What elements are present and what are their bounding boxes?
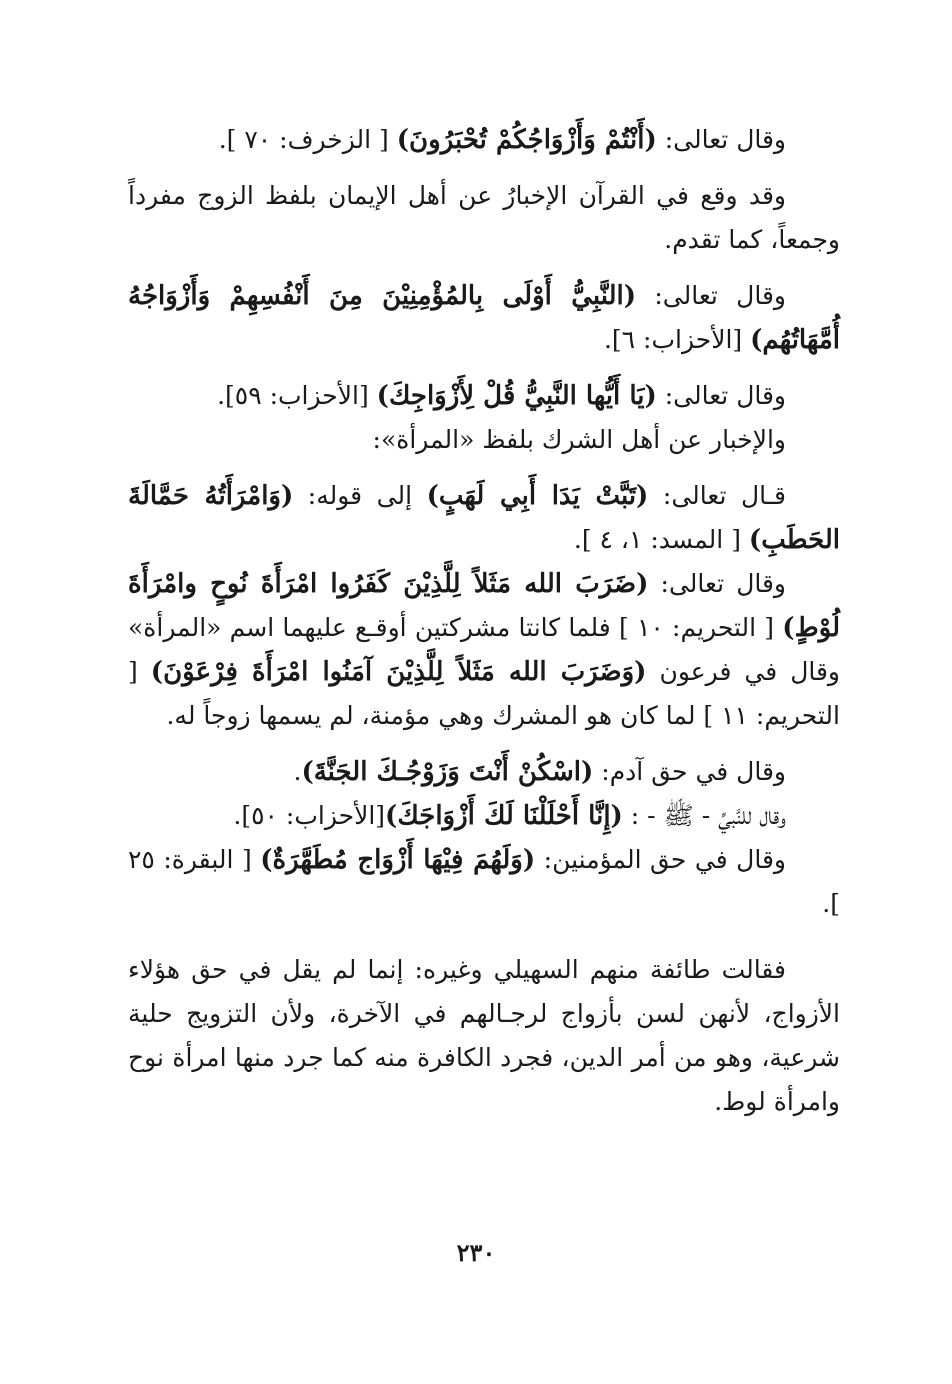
text-run: قـال تعالى: <box>648 481 786 510</box>
text-run: وقد وقع في القرآن الإخبارُ عن أهل الإيمان بلفظ الزوج مفرداً وجمعاً، كما تقدم. <box>128 181 840 254</box>
text-run: [الأحزاب: ٥٩]. <box>217 381 377 410</box>
text-run: وقال في حق المؤمنين: <box>535 845 786 874</box>
quran-quote: (اسْكُنْ أَنْتَ وَزَوْجُـكَ الجَنَّةَ) <box>301 757 594 787</box>
text-run: إلى قوله: <box>293 481 427 510</box>
paragraph-2 <box>128 174 840 262</box>
paragraph-3 <box>128 274 840 362</box>
text-run: وقال تعالى: <box>656 381 786 410</box>
paragraph-11 <box>128 948 840 1124</box>
quran-quote: (النَّبِيُّ أَوْلَى بِالمُؤْمِنِيْنَ مِنَ أَنْفُسِهِمْ وَأَزْوَاجُهُ أُمَّهَاتُهُم) <box>128 281 840 355</box>
page-body <box>128 118 840 1124</box>
text-run: وقال تعالى: <box>636 281 786 310</box>
quran-quote: (وَلَهُمَ فِيْهَا أَزْوَاج مُطَهَّرَةٌ) <box>260 845 536 875</box>
quran-quote: (ضَرَبَ الله مَثَلاً لِلَّذِيْنَ كَفَرُوا امْرَأَةَ نُوحٍ وامْرَأَةَ لُوْطٍ) <box>128 569 840 643</box>
paragraph-7 <box>128 562 840 738</box>
paragraph-8 <box>128 750 840 794</box>
paragraph-1 <box>128 118 840 162</box>
text-run: [ الزخرف: ٧٠ ]. <box>218 125 397 154</box>
page-number: ٢٣٠ <box>456 1238 496 1267</box>
text-run: فقالت طائفة منهم السهيلي وغيره: إنما لم يقل في حق هؤلاء الأزواج، لأنهن لسن بأزواج لرجـالهم في الآخرة، ولأن التزويج حلية شرعية، وهو من أمر الدين، فجرد الكافرة منه كما جرد منها امرأة نوح وامرأة لوط. <box>128 955 840 1116</box>
quran-quote: (يَا أَيُّها النَّبِيُّ قُلْ لِأَزْوَاجِكَ) <box>376 381 657 411</box>
text-run: والإخبار عن أهل الشرك بلفظ «المرأة»: <box>372 425 786 454</box>
text-run: وقال تعالى: <box>656 125 786 154</box>
text-run: وقال للنَّبيِّ - ﷺ - : <box>622 801 786 830</box>
quran-quote: (أَنْتُمْ وَأَزْوَاجُكُمْ تُحْبَرُونَ) <box>396 125 657 155</box>
quran-quote: (وَامْرَأَتُهُ حَمَّالَةَ الحَطَبِ) <box>128 481 840 555</box>
paragraph-4 <box>128 374 840 418</box>
text-run: [ التحريم: ١٠ ] فلما كانتا مشركتين أوقـع عليهما اسم «المرأة» وقال في فرعون <box>128 613 841 686</box>
quran-quote: (وَضَرَبَ الله مَثَلاً لِلَّذِيْنَ آمَنُوا امْرَأَةَ فِرْعَوْنَ) <box>150 657 647 687</box>
text-run: وقال في حق آدم: <box>593 757 786 786</box>
text-run: وقال تعالى: <box>648 569 786 598</box>
paragraph-6 <box>128 474 840 562</box>
quran-quote: (إِنَّا أَحْلَلْنَا لَكَ أَزْوَاجَكَ) <box>385 801 623 831</box>
paragraph-10 <box>128 838 840 926</box>
quran-quote: (تَبَّتْ يَدَا أَبِي لَهَبٍ) <box>426 481 649 511</box>
text-run: [ التحريم: ١١ ] لما كان هو المشرك وهي مؤمنة، لم يسمها زوجاً له. <box>128 657 840 730</box>
paragraph-5 <box>128 418 840 462</box>
text-run: . <box>293 757 302 786</box>
text-run: [الأحزاب: ٦]. <box>603 325 751 354</box>
paragraph-9 <box>128 794 840 838</box>
text-run: [الأحزاب: ٥٠]. <box>233 801 386 830</box>
text-run: [ المسد: ١، ٤ ]. <box>573 525 749 554</box>
text-run: [ البقرة: ٢٥ ]. <box>128 845 840 918</box>
